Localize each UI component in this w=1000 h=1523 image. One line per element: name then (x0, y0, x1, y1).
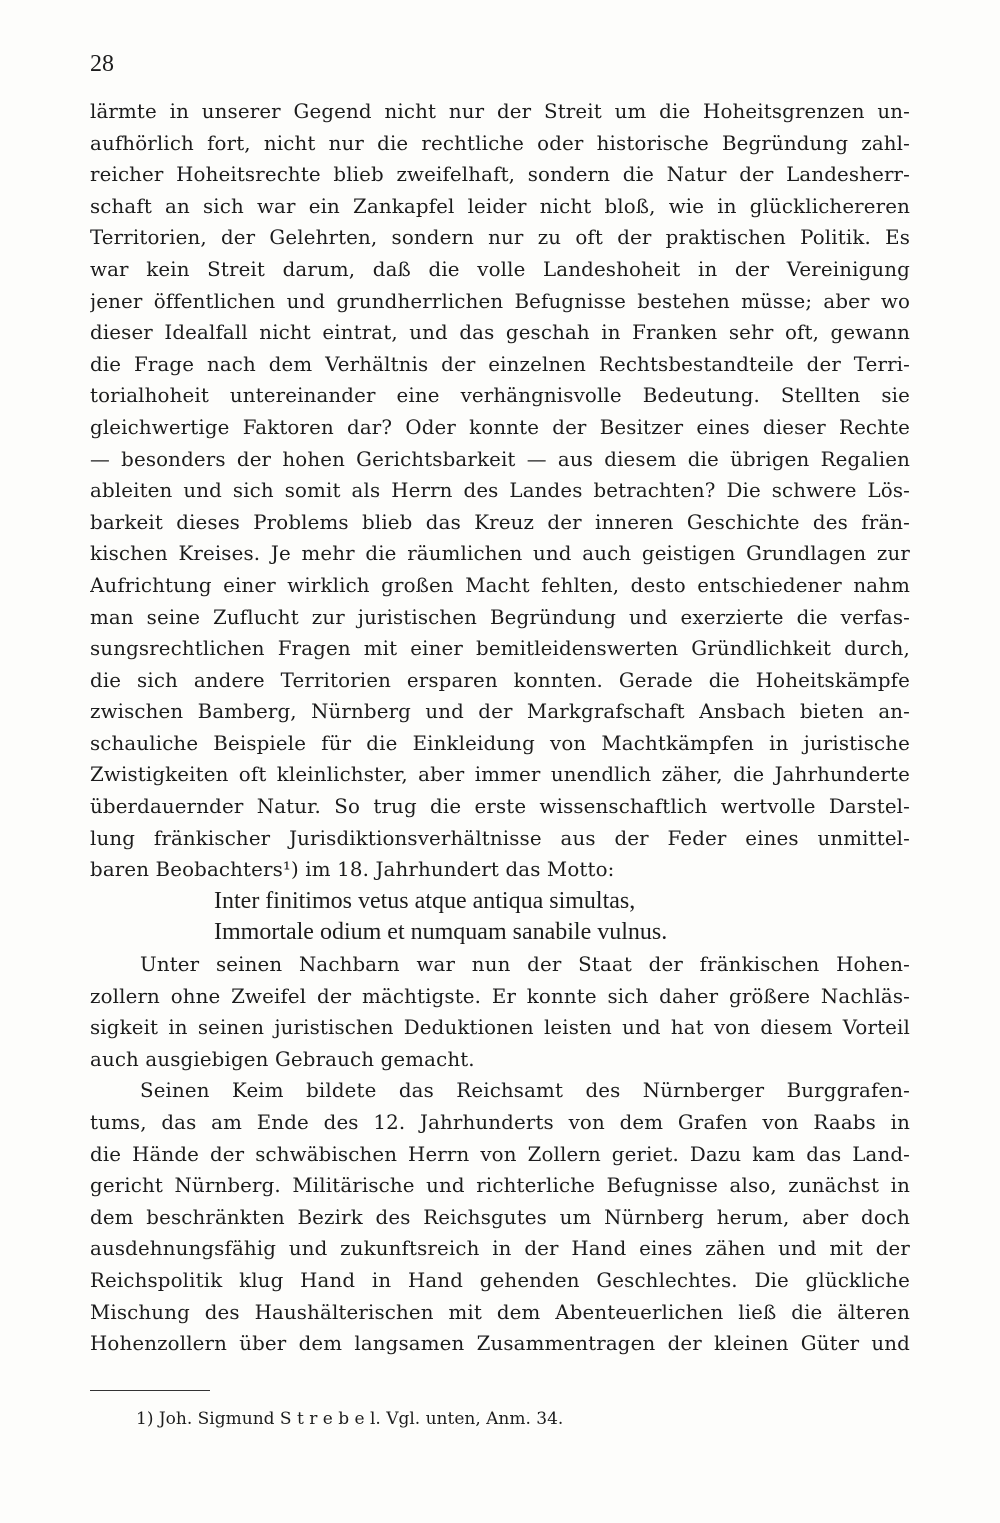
text-line: sungsrechtlichen Fragen mit einer bemitleidenswerten Gründlichkeit durch, (90, 637, 910, 661)
body-text (90, 96, 910, 1360)
text-line: jener öffentlichen und grundherrlichen Befugnisse bestehen müsse; aber wo (90, 289, 910, 313)
text-line: dem beschränkten Bezirk des Reichsgutes um Nürnberg herum, aber doch (90, 1205, 910, 1229)
text-line: Mischung des Haushälterischen mit dem Abenteuerlichen ließ die älteren (90, 1300, 910, 1324)
text-line: zollern ohne Zweifel der mächtigste. Er konnte sich daher größere Nachläs- (90, 984, 910, 1008)
text-line: gleichwertige Faktoren dar? Oder konnte der Besitzer eines dieser Rechte (90, 415, 910, 439)
text-line: gericht Nürnberg. Militärische und richterliche Befugnisse also, zunächst in (90, 1174, 910, 1198)
text-line: überdauernder Natur. So trug die erste wissenschaftlich wertvolle Darstel- (90, 795, 910, 819)
text-line: man seine Zuflucht zur juristischen Begründung und exerzierte die verfas- (90, 605, 910, 629)
text-line: auch ausgiebigen Gebrauch gemacht. (90, 1047, 475, 1071)
text-line: schauliche Beispiele für die Einkleidung von Machtkämpfen in juristische (90, 731, 910, 755)
text-line: war kein Streit darum, daß die volle Landeshoheit in der Vereinigung (90, 257, 910, 281)
text-line: kischen Kreises. Je mehr die räumlichen und auch geistigen Grundlagen zur (90, 542, 910, 566)
text-line: lärmte in unserer Gegend nicht nur der Streit um die Hoheitsgrenzen un- (90, 100, 910, 123)
text-line: Territorien, der Gelehrten, sondern nur zu oft der praktischen Politik. Es (90, 226, 910, 250)
text-line: dieser Idealfall nicht eintrat, und das geschah in Franken sehr oft, gewann (90, 321, 910, 345)
text-line: ausdehnungsfähig und zukunftsreich in der Hand eines zähen und mit der (90, 1237, 910, 1261)
text-line: Hohenzollern über dem langsamen Zusammentragen der kleinen Güter und (90, 1332, 910, 1356)
text-line: reicher Hoheitsrechte blieb zweifelhaft, sondern die Natur der Landesherr- (90, 163, 910, 187)
text-line: ableiten und sich somit als Herrn des Landes betrachten? Die schwere Lös- (90, 479, 910, 503)
text-line: Unter seinen Nachbarn war nun der Staat der fränkischen Hohen- (140, 953, 910, 977)
text-line: die Frage nach dem Verhältnis der einzelnen Rechtsbestandteile der Terri- (90, 352, 910, 376)
text-line: zwischen Bamberg, Nürnberg und der Markgrafschaft Ansbach bieten an- (90, 700, 910, 724)
text-line: sigkeit in seinen juristischen Deduktionen leisten und hat von diesem Vorteil (90, 1016, 910, 1040)
text-line: Zwistigkeiten oft kleinlichster, aber immer unendlich zäher, die Jahrhunderte (90, 763, 910, 787)
text-line: barkeit dieses Problems blieb das Kreuz der inneren Geschichte des frän- (90, 510, 910, 534)
latin-quote-line: Inter finitimos vetus atque antiqua simultas, (214, 887, 636, 914)
text-line: torialhoheit untereinander eine verhängnisvolle Bedeutung. Stellten sie (90, 384, 910, 408)
latin-quote-line: Immortale odium et numquam sanabile vulnus. (214, 919, 668, 946)
text-line: aufhörlich fort, nicht nur die rechtliche oder historische Begründung zahl- (90, 131, 910, 155)
text-line: — besonders der hohen Gerichtsbarkeit — aus diesem die übrigen Regalien (90, 447, 910, 471)
text-line: Seinen Keim bildete das Reichsamt des Nürnberger Burggrafen- (140, 1079, 910, 1103)
footnote-divider (90, 1390, 210, 1391)
text-line: die Hände der schwäbischen Herrn von Zollern geriet. Dazu kam das Land- (90, 1142, 910, 1166)
text-line: lung fränkischer Jurisdiktionsverhältnisse aus der Feder eines unmittel- (90, 826, 910, 850)
text-line: tums, das am Ende des 12. Jahrhunderts von dem Grafen von Raabs in (90, 1111, 910, 1134)
text-line: baren Beobachters¹) im 18. Jahrhundert das Motto: (90, 858, 615, 882)
text-line: schaft an sich war ein Zankapfel leider nicht bloß, wie in glücklichereren (90, 194, 910, 218)
text-line: die sich andere Territorien ersparen konnten. Gerade die Hoheitskämpfe (90, 668, 910, 692)
page-number: 28 (90, 51, 114, 77)
footnote: 1) Joh. Sigmund S t r e b e l. Vgl. unten, Anm. 34. (136, 1409, 564, 1429)
text-line: Aufrichtung einer wirklich großen Macht fehlten, desto entschiedener nahm (90, 573, 910, 597)
text-line: Reichspolitik klug Hand in Hand gehenden Geschlechtes. Die glückliche (90, 1268, 910, 1292)
